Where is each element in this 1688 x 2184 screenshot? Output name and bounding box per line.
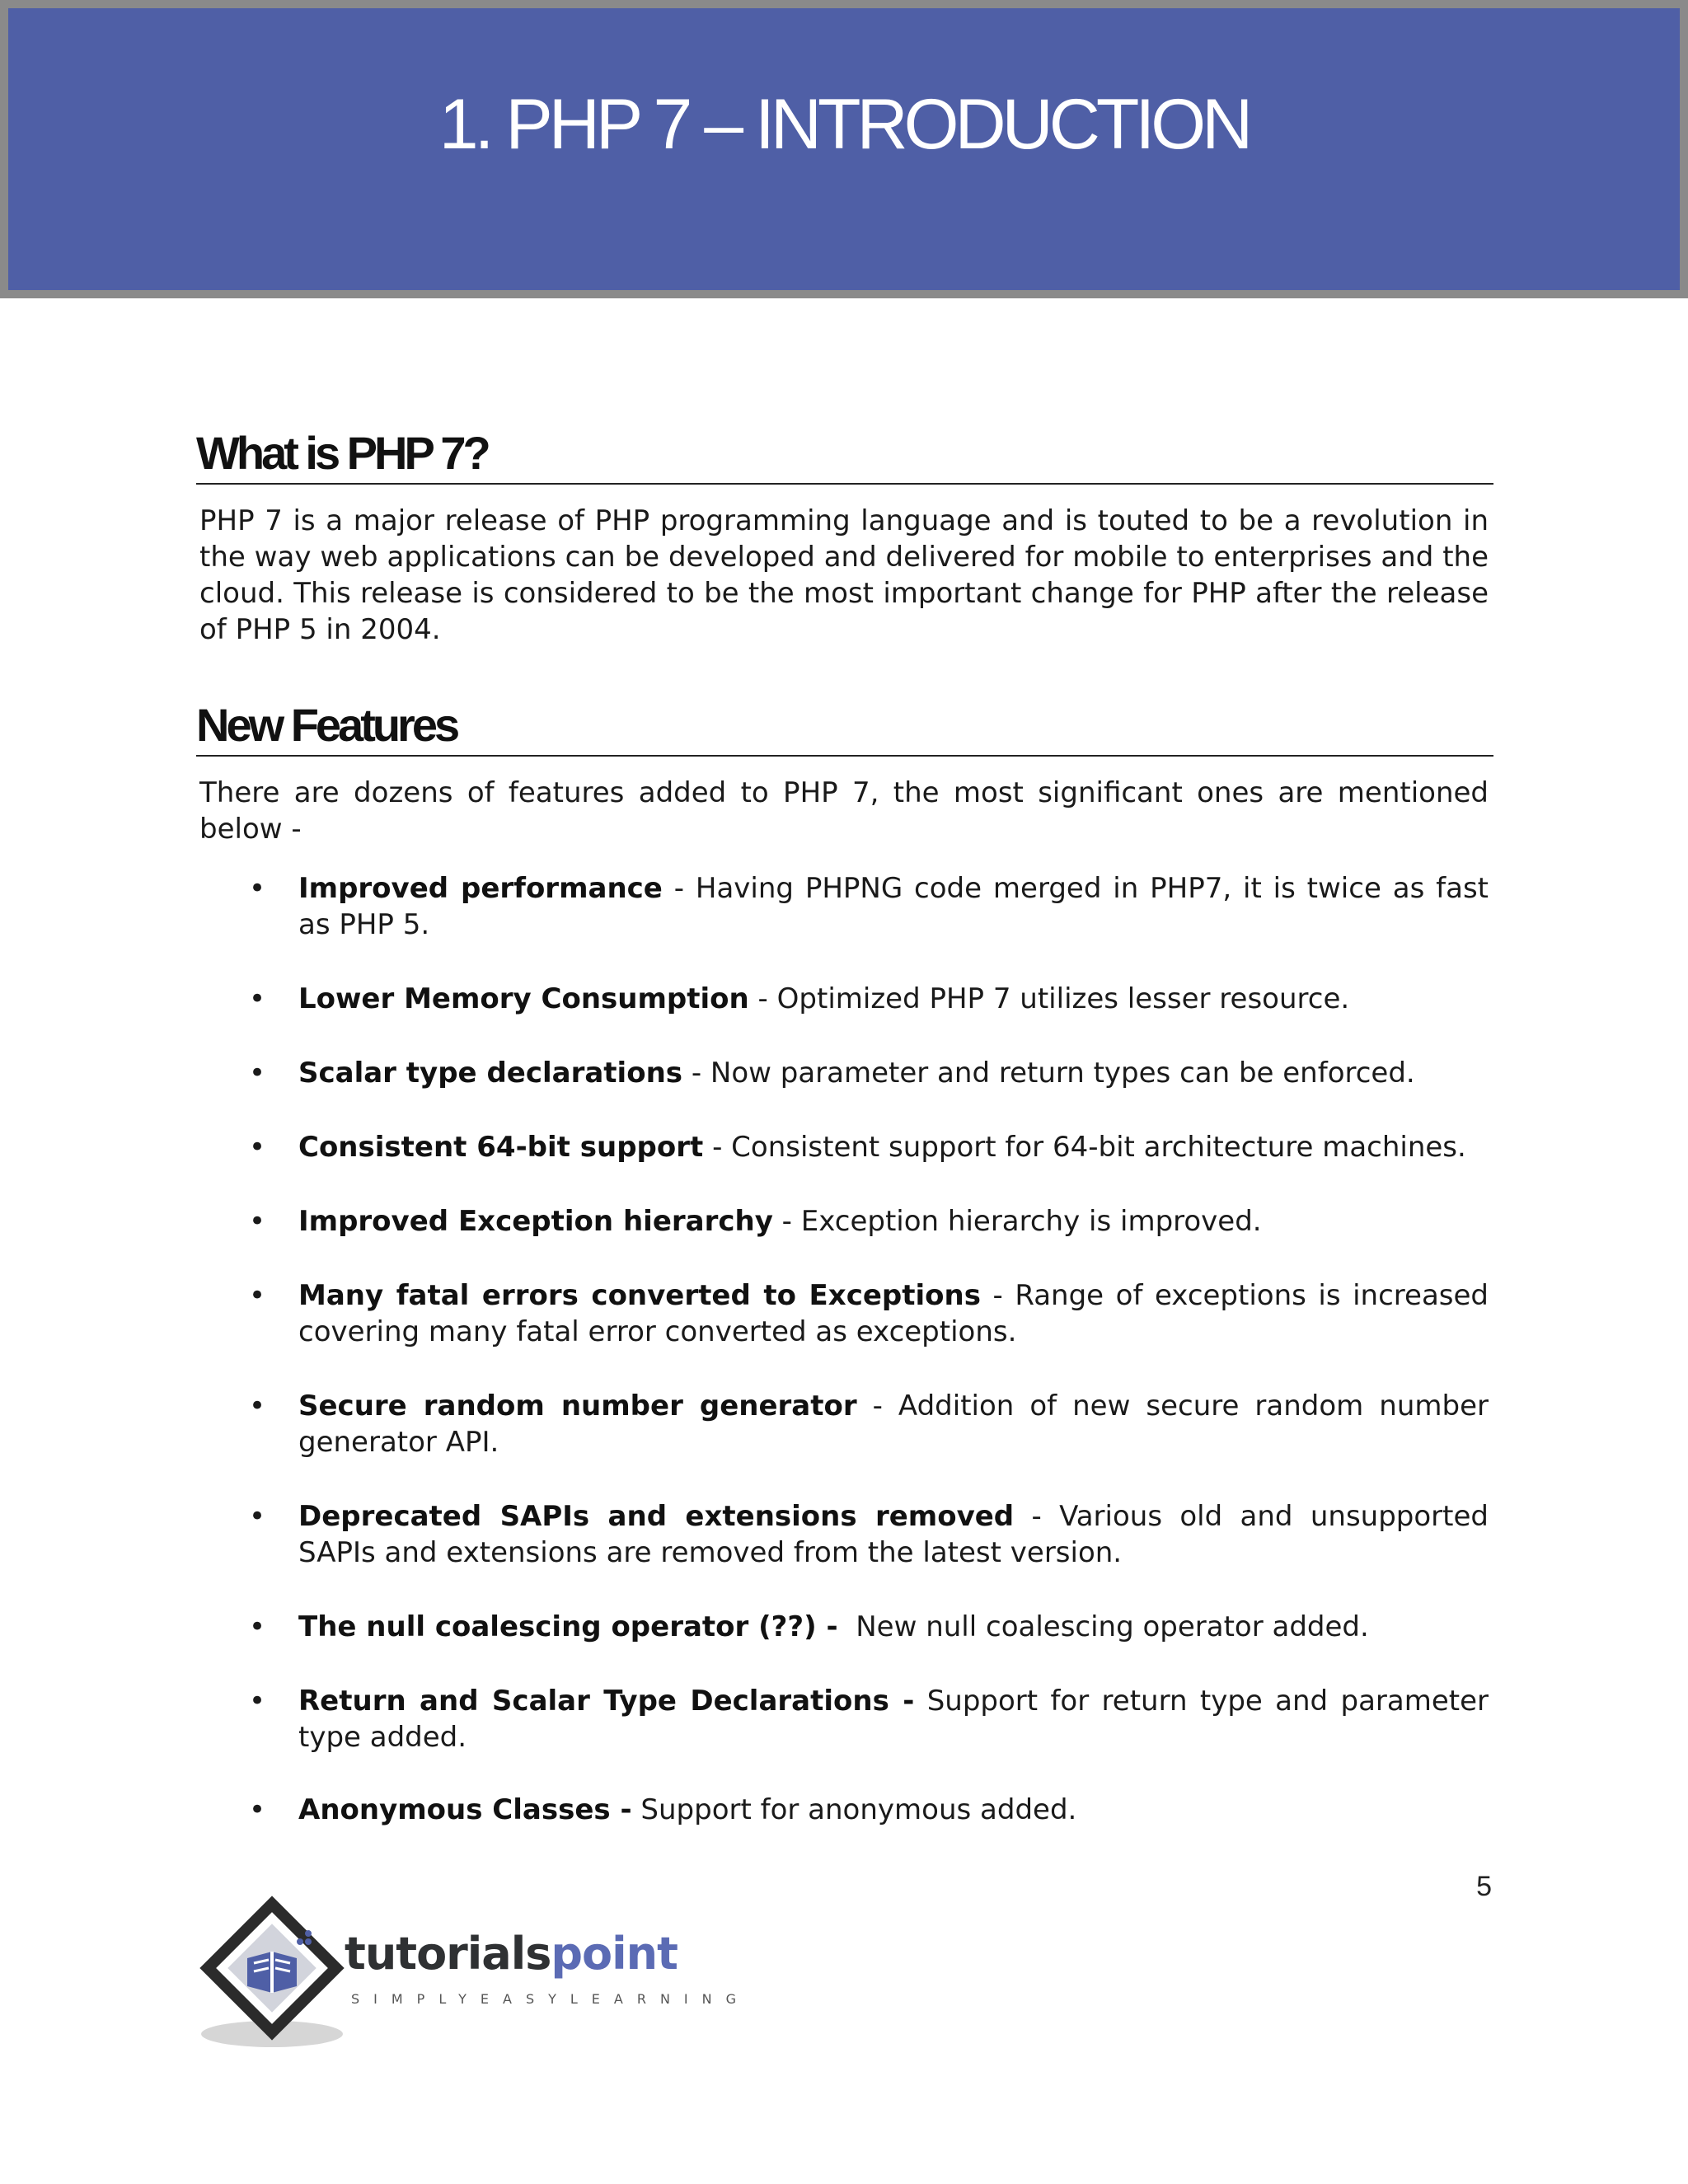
feature-description: Exception hierarchy is improved. (800, 1205, 1262, 1238)
feature-item (249, 1129, 1489, 1165)
feature-term: Lower Memory Consumption (298, 982, 749, 1015)
feature-description: Range of exceptions is increased covering many fatal error converted as exceptions. (298, 1279, 1489, 1348)
bullet-icon: • (249, 1205, 266, 1238)
feature-separator: - (703, 1131, 732, 1164)
bullet-icon: • (249, 1057, 266, 1090)
feature-separator: - (1014, 1500, 1060, 1533)
bullet-icon: • (249, 1279, 266, 1312)
feature-description: New null coalescing operator added. (856, 1610, 1369, 1643)
section-paragraph-what-is-php7: PHP 7 is a major release of PHP programming language and is touted to be a revolution in the way web applications can be developed and delivered for mobile to enterprises and the cloud. This release is considered to be the most important change for PHP after the release of PHP 5 in 2004. (199, 504, 1489, 646)
feature-item (249, 1277, 1489, 1350)
feature-term: Anonymous Classes - (298, 1793, 632, 1826)
feature-term: Improved performance (298, 872, 663, 905)
feature-separator: - (748, 982, 777, 1015)
chapter-title: 1. PHP 7 – INTRODUCTION (438, 85, 1250, 164)
feature-separator: - (682, 1057, 710, 1090)
feature-description: Consistent support for 64-bit architecture machines. (731, 1131, 1466, 1164)
bullet-icon: • (249, 1500, 266, 1533)
feature-separator (914, 1685, 926, 1718)
logo-tagline: SIMPLYEASYLEARNING (351, 1991, 751, 2007)
feature-item (249, 1388, 1489, 1460)
feature-separator (838, 1610, 856, 1643)
feature-item (249, 1792, 1489, 1828)
bullet-icon: • (249, 872, 266, 905)
feature-item (249, 1055, 1489, 1091)
bullet-icon: • (249, 982, 266, 1015)
feature-item (249, 1609, 1489, 1645)
feature-term: Secure random number generator (298, 1390, 857, 1422)
feature-description: Support for return type and parameter type added. (298, 1685, 1489, 1754)
feature-description: Various old and unsupported SAPIs and extensions are removed from the latest version. (298, 1500, 1489, 1569)
feature-item (249, 1683, 1489, 1755)
feature-term: Deprecated SAPIs and extensions removed (298, 1500, 1015, 1533)
feature-description: Now parameter and return types can be enforced. (710, 1057, 1415, 1090)
feature-term: The null coalescing operator (??) - (298, 1610, 838, 1643)
bullet-icon: • (249, 1793, 266, 1826)
feature-separator: - (980, 1279, 1015, 1312)
feature-separator: - (662, 872, 696, 905)
feature-term: Consistent 64-bit support (298, 1131, 704, 1164)
bullet-icon: • (249, 1610, 266, 1643)
feature-item (249, 1498, 1489, 1571)
page-number: 5 (1476, 1871, 1492, 1902)
feature-item (249, 870, 1489, 943)
logo-wordmark (345, 1928, 678, 1980)
section-heading-what-is-php7: What is PHP 7? (196, 430, 1493, 485)
feature-term: Return and Scalar Type Declarations - (298, 1685, 915, 1718)
feature-separator (632, 1793, 641, 1826)
feature-description: Support for anonymous added. (640, 1793, 1077, 1826)
logo-word-tutorials: tutorials (345, 1928, 551, 1980)
feature-term: Improved Exception hierarchy (298, 1205, 773, 1238)
feature-separator: - (772, 1205, 801, 1238)
feature-description: Having PHPNG code merged in PHP7, it is twice as fast as PHP 5. (298, 872, 1489, 941)
bullet-icon: • (249, 1390, 266, 1422)
bullet-icon: • (249, 1685, 266, 1718)
bullet-icon: • (249, 1131, 266, 1164)
feature-term: Many fatal errors converted to Exceptions (298, 1279, 981, 1312)
feature-item (249, 1203, 1489, 1240)
logo-word-point: point (551, 1928, 678, 1980)
feature-description: Addition of new secure random number generator API. (298, 1390, 1489, 1459)
section-paragraph-new-features-intro: There are dozens of features added to PHP 7, the most significant ones are mentioned below - (199, 776, 1489, 846)
feature-description: Optimized PHP 7 utilizes lesser resource. (776, 982, 1350, 1015)
logo-diamond-icon (196, 1896, 345, 2060)
feature-item (249, 981, 1489, 1017)
tutorialspoint-logo (196, 1896, 751, 2060)
section-heading-new-features: New Features (196, 702, 1493, 757)
feature-separator: - (856, 1390, 898, 1422)
feature-term: Scalar type declarations (298, 1057, 683, 1090)
